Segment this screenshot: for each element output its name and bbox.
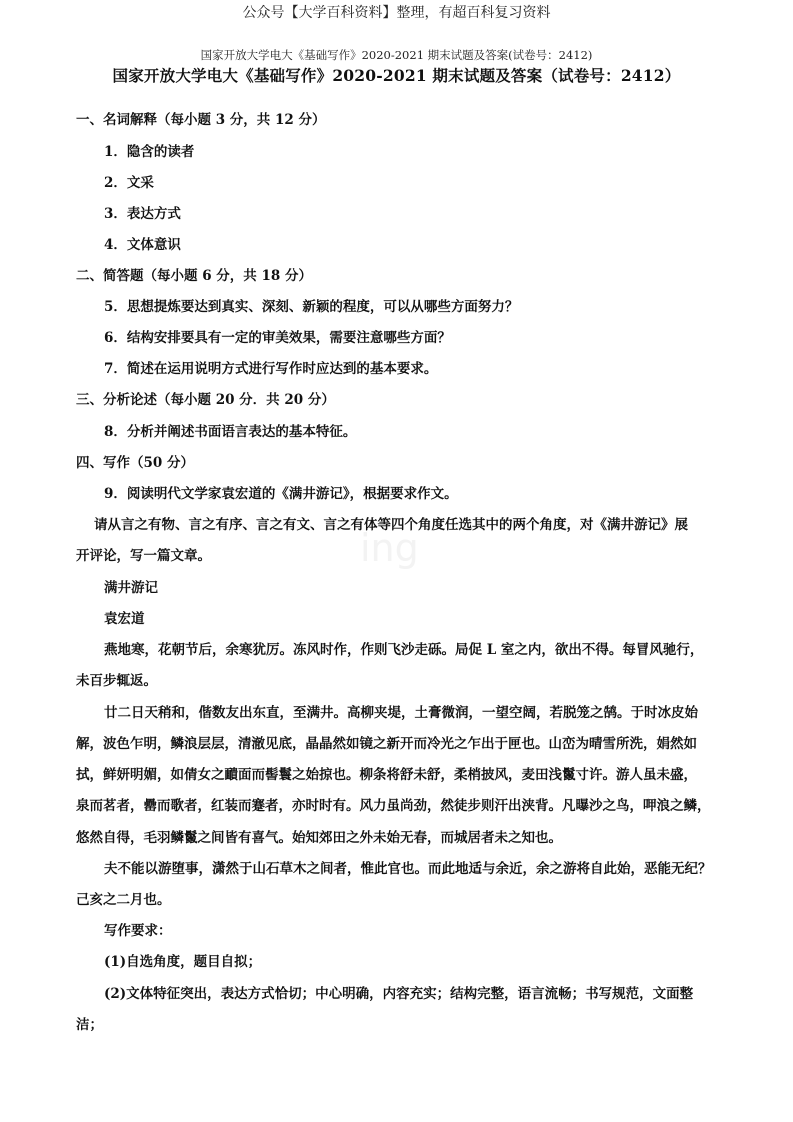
question-item: 1．隐含的读者 — [104, 144, 195, 160]
page-title: 国家开放大学电大《基础写作》2020-2021 期末试题及答案（试卷号：2412） — [112, 66, 681, 85]
essay-line: 未百步辄返。 — [76, 673, 157, 689]
essay-title: 满井游记 — [104, 580, 158, 596]
prompt-line: 开评论，写一篇文章。 — [76, 548, 211, 564]
section-heading-1: 一、名词解释（每小题 3 分，共 12 分） — [76, 112, 326, 128]
question-item: 5．思想提炼要达到真实、深刻、新颖的程度，可以从哪些方面努力？ — [104, 299, 519, 315]
essay-author: 袁宏道 — [104, 611, 145, 627]
essay-line: 夫不能以游堕事，潇然于山石草木之间者，惟此官也。而此地适与余近，余之游将自此始，恶能无纪？ — [104, 861, 712, 877]
essay-line: 拭，鲜妍明媚，如倩女之靧面而髻鬟之始掠也。柳条将舒未舒，柔梢披风，麦田浅鬣寸许。游人虽未盛， — [76, 767, 697, 783]
essay-line: 廿二日天稍和，偕数友出东直，至满井。高柳夹堤，土膏微润，一望空阔，若脱笼之鹄。于时冰皮始 — [104, 705, 698, 721]
prompt-line: 请从言之有物、言之有序、言之有文、言之有体等四个角度任选其中的两个角度，对《满井游记》展 — [94, 517, 688, 533]
requirement-item: (2)文体特征突出，表达方式恰切；中心明确，内容充实；结构完整，语言流畅；书写规范，文面整 — [104, 986, 694, 1002]
question-item: 2．文采 — [104, 175, 154, 191]
question-item: 9．阅读明代文学家袁宏道的《满井游记》，根据要求作文。 — [104, 486, 458, 502]
essay-line: 己亥之二月也。 — [76, 892, 171, 908]
section-heading-2: 二、简答题（每小题 6 分，共 18 分） — [76, 268, 312, 284]
essay-line: 悠然自得，毛羽鳞鬣之间皆有喜气。始知郊田之外未始无春，而城居者未之知也。 — [76, 830, 562, 846]
section-heading-4: 四、写作（50 分） — [76, 455, 194, 471]
question-item: 4．文体意识 — [104, 237, 181, 253]
requirement-item: (1)自选角度，题目自拟； — [104, 954, 262, 970]
running-header: 国家开放大学电大《基础写作》2020-2021 期末试题及答案(试卷号：2412) — [200, 48, 593, 62]
question-item: 3．表达方式 — [104, 206, 181, 222]
question-item: 8．分析并阐述书面语言表达的基本特征。 — [104, 424, 357, 440]
question-item: 7．简述在运用说明方式进行写作时应达到的基本要求。 — [104, 361, 438, 377]
essay-line: 解，波色乍明，鳞浪层层，清澈见底，晶晶然如镜之新开而冷光之乍出于匣也。山峦为晴雪所洗，娟然如 — [76, 736, 697, 752]
question-item: 6．结构安排要具有一定的审美效果，需要注意哪些方面？ — [104, 330, 451, 346]
requirements-heading: 写作要求： — [104, 923, 172, 939]
watermark: ing — [360, 526, 419, 570]
section-heading-3: 三、分析论述（每小题 20 分．共 20 分） — [76, 392, 335, 408]
promo-header: 公众号【大学百科资料】整理，有超百科复习资料 — [242, 5, 551, 21]
essay-line: 燕地寒，花朝节后，余寒犹厉。冻风时作，作则飞沙走砾。局促 L 室之内，欲出不得。每冒风驰行， — [104, 642, 704, 658]
essay-line: 泉而茗者，罍而歌者，红装而蹇者，亦时时有。风力虽尚劲，然徒步则汗出浃背。凡曝沙之鸟，呷浪之鳞， — [76, 798, 711, 814]
requirement-item-cont: 洁； — [76, 1017, 103, 1033]
